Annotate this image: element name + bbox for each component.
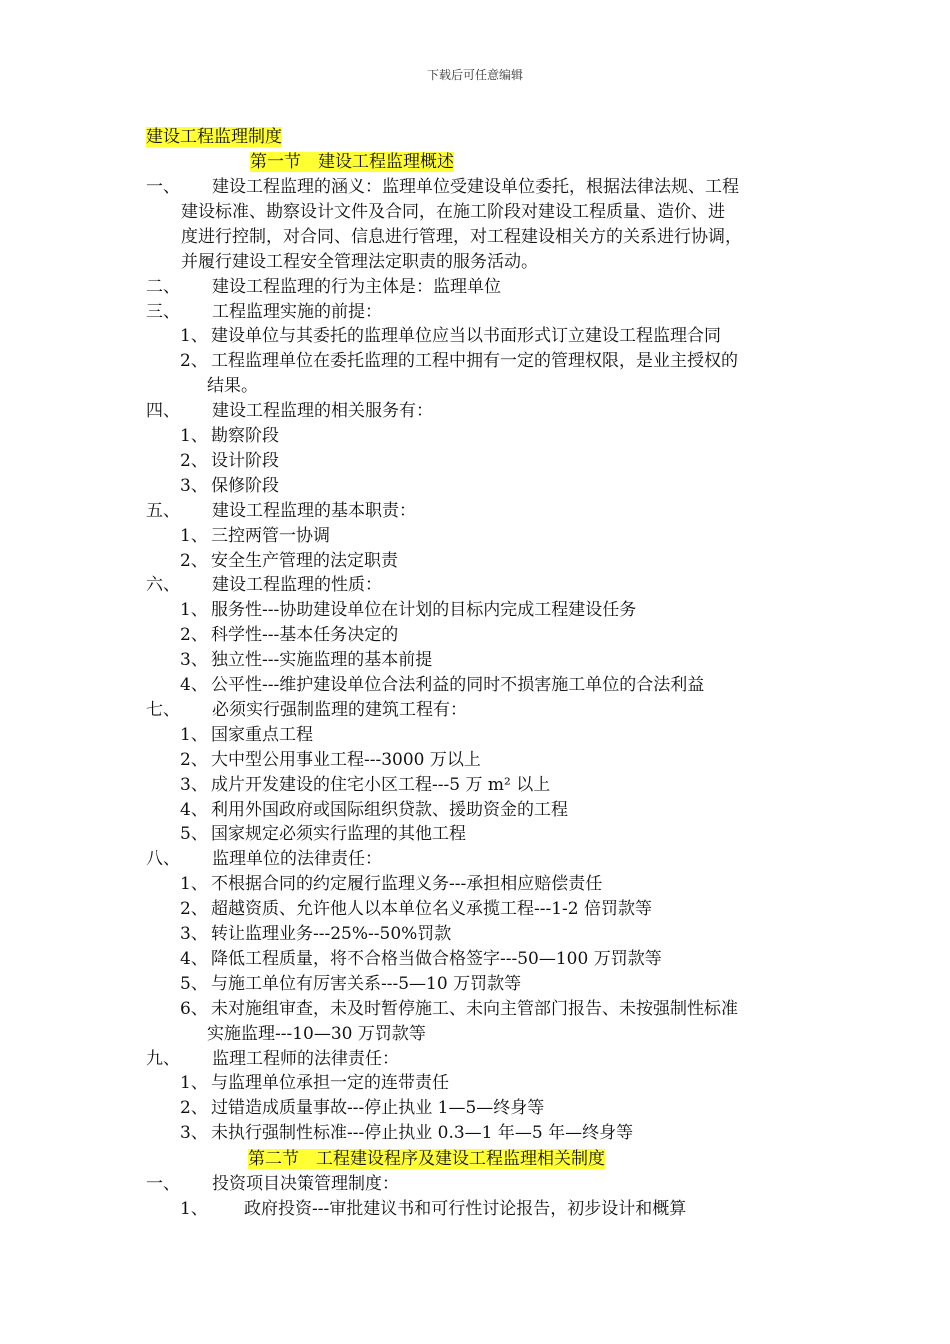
section-heading-1: [250, 150, 454, 174]
item-text: 投资项目决策管理制度：: [212, 1174, 399, 1194]
item-text: 过错造成质量事故---停止执业 1—5—终身等: [211, 1098, 545, 1119]
page-header: 下载后可任意编辑: [426, 68, 523, 82]
item-number: 3、: [180, 1123, 208, 1144]
item-number: 2、: [180, 351, 208, 372]
item-text: 不根据合同的约定履行监理义务---承担相应赔偿责任: [211, 874, 603, 895]
item-number: 四、: [146, 401, 180, 422]
item-text: 国家规定必须实行监理的其他工程: [211, 824, 466, 845]
item-text: 公平性---维护建设单位合法利益的同时不损害施工单位的合法利益: [211, 675, 705, 695]
item-text: 超越资质、允许他人以本单位名义承揽工程---1-2 倍罚款等: [211, 899, 653, 920]
item-text: 未执行强制性标准---停止执业 0.3—1 年—5 年—终身等: [211, 1123, 634, 1144]
item-text: 设计阶段: [211, 450, 279, 471]
item-number: 6、: [180, 998, 208, 1019]
item-text: 工程监理实施的前提：: [212, 301, 382, 322]
title-text: 建设工程监理制度: [146, 127, 282, 147]
section-heading-2: [248, 1147, 605, 1171]
item-text: 科学性---基本任务决定的: [211, 625, 399, 646]
item-number: 2、: [180, 749, 208, 770]
item-number: 3、: [180, 650, 208, 671]
item-number: 八、: [146, 849, 180, 870]
item-number: 一、: [146, 1174, 180, 1194]
item-number: 1、: [180, 525, 208, 546]
item-text: 必须实行强制监理的建筑工程有：: [212, 699, 467, 720]
item-text: 建设工程监理的涵义：监理单位受建设单位委托，根据法律法规、工程: [212, 177, 739, 197]
item-number: 1、: [180, 426, 208, 446]
item-number: 4、: [180, 799, 208, 820]
item-text: 未对施组审查，未及时暂停施工、未向主管部门报告、未按强制性标准: [211, 998, 738, 1019]
item-text: 三控两管一协调: [211, 525, 330, 546]
item-text: 转让监理业务---25%--50%罚款: [211, 924, 452, 944]
item-text: 结果。: [207, 376, 258, 397]
item-number: 1、: [180, 1198, 208, 1219]
item-number: 三、: [146, 301, 180, 322]
item-text: 实施监理---10—30 万罚款等: [207, 1023, 426, 1044]
item-text: 监理单位的法律责任：: [212, 849, 382, 870]
item-text: 安全生产管理的法定职责: [211, 550, 398, 571]
item-text: 工程监理单位在委托监理的工程中拥有一定的管理权限，是业主授权的: [211, 351, 738, 372]
item-text: 降低工程质量，将不合格当做合格签字---50—100 万罚款等: [211, 948, 662, 969]
item-text: 建设标准、勘察设计文件及合同，在施工阶段对建设工程质量、造价、进: [181, 201, 725, 222]
item-number: 1、: [180, 874, 208, 895]
item-text: 监理工程师的法律责任：: [212, 1048, 399, 1069]
item-number: 2、: [180, 899, 208, 920]
item-text: 勘察阶段: [211, 426, 279, 446]
item-text: 建设工程监理的相关服务有：: [212, 401, 433, 422]
item-number: 1、: [180, 600, 208, 621]
item-number: 2、: [180, 1098, 208, 1119]
item-number: 3、: [180, 924, 208, 944]
item-text: 大中型公用事业工程---3000 万以上: [211, 749, 481, 770]
item-text: 成片开发建设的住宅小区工程---5 万 m² 以上: [211, 774, 551, 795]
item-number: 3、: [180, 774, 208, 795]
item-number: 七、: [146, 699, 180, 720]
item-number: 二、: [146, 276, 180, 297]
item-text: 建设单位与其委托的监理单位应当以书面形式订立建设工程监理合同: [211, 326, 721, 347]
item-number: 2、: [180, 625, 208, 646]
item-text: 度进行控制，对合同、信息进行管理，对工程建设相关方的关系进行协调，: [181, 226, 742, 247]
item-text: 建设工程监理的性质：: [212, 575, 382, 596]
item-number: 3、: [180, 475, 208, 496]
item-text: 与监理单位承担一定的连带责任: [211, 1073, 449, 1094]
item-number: 1、: [180, 1073, 208, 1094]
item-number: 2、: [180, 550, 208, 571]
item-number: 4、: [180, 948, 208, 969]
item-text: 国家重点工程: [211, 724, 313, 745]
item-text: 保修阶段: [211, 475, 279, 496]
item-text: 与施工单位有厉害关系---5—10 万罚款等: [211, 973, 522, 994]
item-number: 六、: [146, 575, 180, 596]
item-text: 利用外国政府或国际组织贷款、援助资金的工程: [211, 799, 568, 820]
item-number: 5、: [180, 824, 208, 845]
item-number: 1、: [180, 326, 208, 347]
item-text: 建设工程监理的行为主体是：监理单位: [212, 276, 501, 297]
item-number: 4、: [180, 675, 208, 695]
item-text: 并履行建设工程安全管理法定职责的服务活动。: [181, 251, 538, 272]
item-number: 5、: [180, 973, 208, 994]
item-text: 服务性---协助建设单位在计划的目标内完成工程建设任务: [211, 600, 637, 621]
item-number: 一、: [146, 177, 180, 197]
item-number: 2、: [180, 450, 208, 471]
item-number: 五、: [146, 500, 180, 521]
document-title: [146, 125, 282, 149]
item-text: 独立性---实施监理的基本前提: [211, 650, 433, 671]
section-1-text: 第一节 建设工程监理概述: [250, 152, 454, 172]
section-2-text: 第二节 工程建设程序及建设工程监理相关制度: [248, 1149, 605, 1169]
item-text: 建设工程监理的基本职责：: [212, 500, 416, 521]
item-text: 政府投资---审批建议书和可行性讨论报告，初步设计和概算: [244, 1198, 687, 1219]
item-number: 九、: [146, 1048, 180, 1069]
item-number: 1、: [180, 724, 208, 745]
